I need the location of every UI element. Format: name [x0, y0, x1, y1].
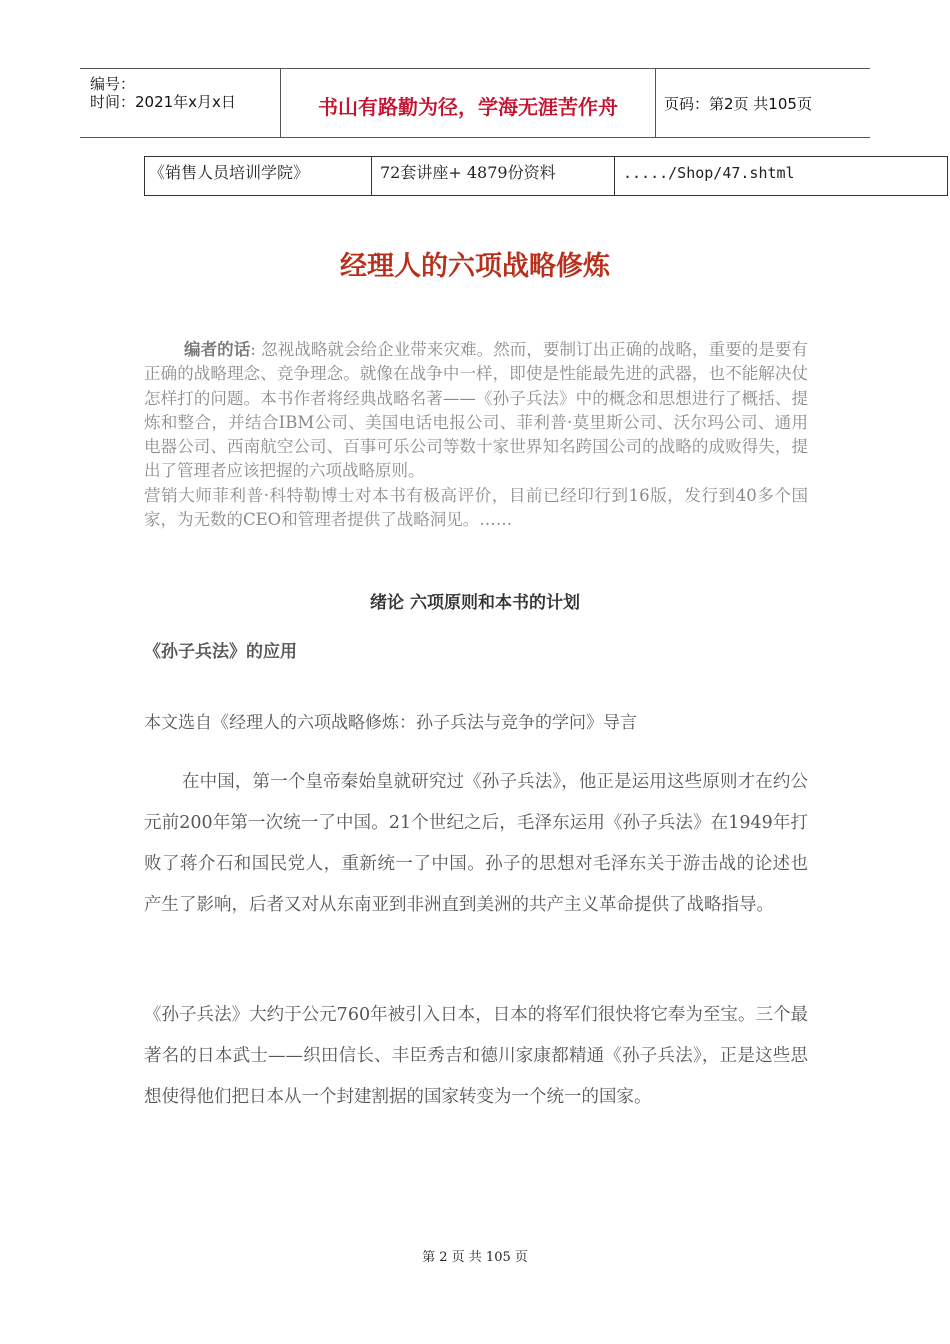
header-page-cell: [654, 69, 870, 137]
ad-cell-academy: 《销售人员培训学院》: [149, 163, 310, 182]
time-label: 时间：2021年x月x日: [90, 93, 236, 111]
editor-note: [144, 338, 808, 532]
body-paragraph-1: [144, 762, 808, 926]
source-line: 本文选自《经理人的六项战略修炼：孙子兵法与竞争的学问》导言: [144, 713, 637, 733]
page-info: 页码：第2页 共105页: [664, 95, 812, 113]
header-motto-cell: [280, 69, 656, 137]
body-paragraph-2: [144, 995, 808, 1118]
ad-table: [144, 156, 948, 196]
header-band: [80, 68, 870, 138]
editor-note-text2: 营销大师菲利普·科特勒博士对本书有极高评价，目前已经印行到16版，发行到40多个国家，为无数的CEO和管理者提供了战略洞见。……: [144, 485, 808, 530]
ad-cell-resources: 72套讲座+ 4879份资料: [371, 157, 614, 195]
header-meta: [80, 69, 280, 137]
ad-cell-link[interactable]: ...../Shop/47.shtml: [614, 157, 947, 195]
paragraph-2-text: 《孙子兵法》大约于公元760年被引入日本，日本的将军们很快将它奉为至宝。三个最著名的日本武士——织田信长、丰臣秀吉和德川家康都精通《孙子兵法》，正是这些思想使得他们把日本从一个封建割据的国家转变为一个统一的国家。: [144, 1005, 808, 1107]
paragraph-1-text: 在中国，第一个皇帝秦始皇就研究过《孙子兵法》，他正是运用这些原则才在约公元前200年第一次统一了中国。21个世纪之后，毛泽东运用《孙子兵法》在1949年打败了蒋介石和国民党人，重新统一了中国。孙子的思想对毛泽东关于游击战的论述也产生了影响，后者又对从东南亚到非洲直到美洲的共产主义革命提供了战略指导。: [144, 772, 808, 915]
subheading: 绪论 六项原则和本书的计划: [370, 593, 580, 613]
motto: 书山有路勤为径，学海无涯苦作舟: [318, 95, 618, 119]
section-title: 《孙子兵法》的应用: [144, 642, 297, 662]
number-label: 编号：: [90, 75, 136, 93]
document-title: 经理人的六项战略修炼: [340, 251, 610, 282]
editor-note-label: 编者的话: [184, 340, 251, 359]
editor-note-text: : 忽视战略就会给企业带来灾难。然而，要制订出正确的战略，重要的是要有正确的战略理念、竞争理念。就像在战争中一样，即使是性能最先进的武器，也不能解决仗怎样打的问题。本书作者将经典战略名著——《孙子兵法》中的概念和思想进行了概括、提炼和整合，并结合IBM公司、美国电话电报公司、菲利普·莫里斯公司、沃尔玛公司、通用电器公司、西南航空公司、百事可乐公司等数十家世界知名跨国公司的战略的成败得失，提出了管理者应该把握的六项战略原则。: [144, 340, 808, 481]
page-footer: 第 2 页 共 105 页: [422, 1250, 528, 1265]
